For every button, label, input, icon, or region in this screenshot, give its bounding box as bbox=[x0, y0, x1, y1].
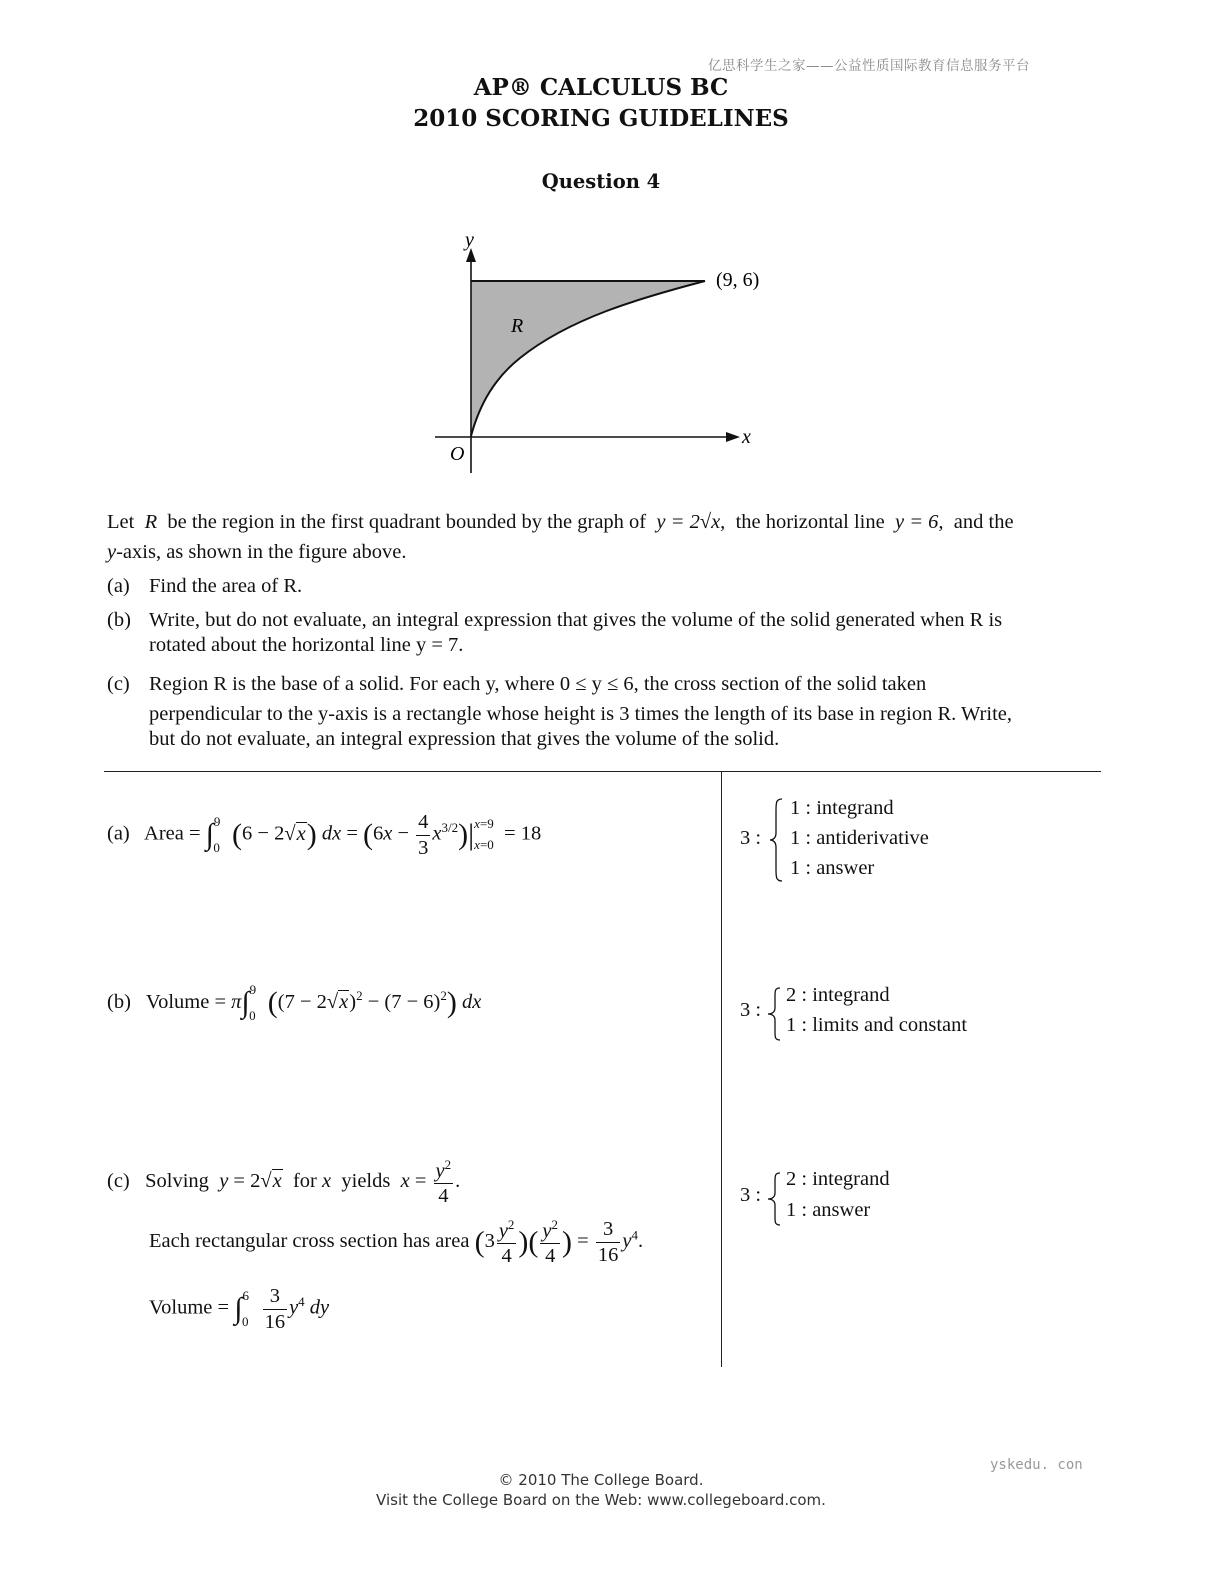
scoring-b-item-2: 1 : limits and constant bbox=[786, 1014, 968, 1036]
footer-visit: Visit the College Board on the Web: www.collegeboard.com. bbox=[376, 1491, 826, 1509]
part-c-label: (c) bbox=[107, 673, 130, 695]
watermark: 亿思科学生之家——公益性质国际教育信息服务平台 bbox=[708, 58, 1030, 74]
table-divider bbox=[721, 771, 722, 1367]
scoring-c-item-1: 2 : integrand bbox=[786, 1168, 890, 1190]
scoring-c-points: 3 : bbox=[740, 1184, 762, 1206]
part-c-text-2: perpendicular to the y-axis is a rectangle whose height is 3 times the length of its base in region R. Write, bbox=[149, 703, 1012, 725]
solution-c-line3: Volume = ∫$^6_0$ $\frac{3}{16}$ $y^4$ dy bbox=[149, 1285, 330, 1333]
scoring-a-brace bbox=[768, 797, 784, 883]
scoring-b-points: 3 : bbox=[740, 999, 762, 1021]
header-title: AP® CALCULUS BC bbox=[473, 74, 729, 101]
point-label: (9, 6) bbox=[716, 269, 760, 291]
part-c-text-1: Region R is the base of a solid. For each y, where 0 ≤ y ≤ 6, the cross section of the solid taken bbox=[149, 673, 927, 695]
solution-c-line1: (c) Solving y = 2√x for x yields x = $\frac{y^2}{4}$ . bbox=[107, 1157, 461, 1208]
scoring-a-item-2: 1 : antiderivative bbox=[790, 827, 929, 849]
part-b-text-2: rotated about the horizontal line y = 7. bbox=[149, 634, 464, 656]
footer-copyright: © 2010 The College Board. bbox=[498, 1471, 704, 1489]
y-axis-label: y bbox=[465, 229, 474, 251]
scoring-c-item-2: 1 : answer bbox=[786, 1199, 871, 1221]
region-figure bbox=[420, 228, 780, 478]
part-a-label: (a) bbox=[107, 575, 130, 597]
scoring-b-brace bbox=[766, 986, 782, 1042]
part-b-label: (b) bbox=[107, 609, 131, 631]
part-a-text: Find the area of R. bbox=[149, 575, 303, 597]
problem-intro: Let R be the region in the first quadrant bounded by the graph of y = 2√x, the horizontal line y = 6, and the bbox=[107, 511, 1014, 533]
solution-a: (a) Area = ∫$^9_0$ (6 − 2√x) dx = (6x − $\frac{4}{3}$ $x^{3/2})|x=9$ x=0 = 18 bbox=[107, 811, 542, 859]
x-axis-arrow bbox=[726, 432, 740, 442]
site-mark: yskedu. con bbox=[990, 1457, 1083, 1473]
part-b-text-1: Write, but do not evaluate, an integral expression that gives the volume of the solid generated when R is bbox=[149, 609, 1003, 631]
solution-c-line2: Each rectangular cross section has area (3 $\frac{y^2}{4}$ )( $\frac{y^2}{4}$ ) = $\frac{3}{16}$ $y^4$. bbox=[149, 1217, 644, 1268]
solution-b: (b) Volume = π∫$^9_0$ $((7 - 2√x)^2 - (7 - 6)^2)$ dx bbox=[107, 981, 482, 1023]
scoring-a-points: 3 : bbox=[740, 827, 762, 849]
part-c-text-3: but do not evaluate, an integral expression that gives the volume of the solid. bbox=[149, 728, 780, 750]
scoring-c-brace bbox=[766, 1171, 782, 1227]
problem-intro-line2: y-axis, as shown in the figure above. bbox=[107, 541, 407, 563]
header-subtitle: 2010 SCORING GUIDELINES bbox=[413, 105, 789, 132]
region-r-shading bbox=[471, 281, 705, 436]
question-number: Question 4 bbox=[541, 170, 661, 193]
scoring-a-item-1: 1 : integrand bbox=[790, 797, 894, 819]
scoring-b-item-1: 2 : integrand bbox=[786, 984, 890, 1006]
scoring-a-item-3: 1 : answer bbox=[790, 857, 875, 879]
table-top-rule bbox=[104, 771, 1101, 772]
origin-label: O bbox=[450, 443, 465, 465]
region-label: R bbox=[511, 315, 524, 337]
x-axis-label: x bbox=[742, 426, 751, 448]
